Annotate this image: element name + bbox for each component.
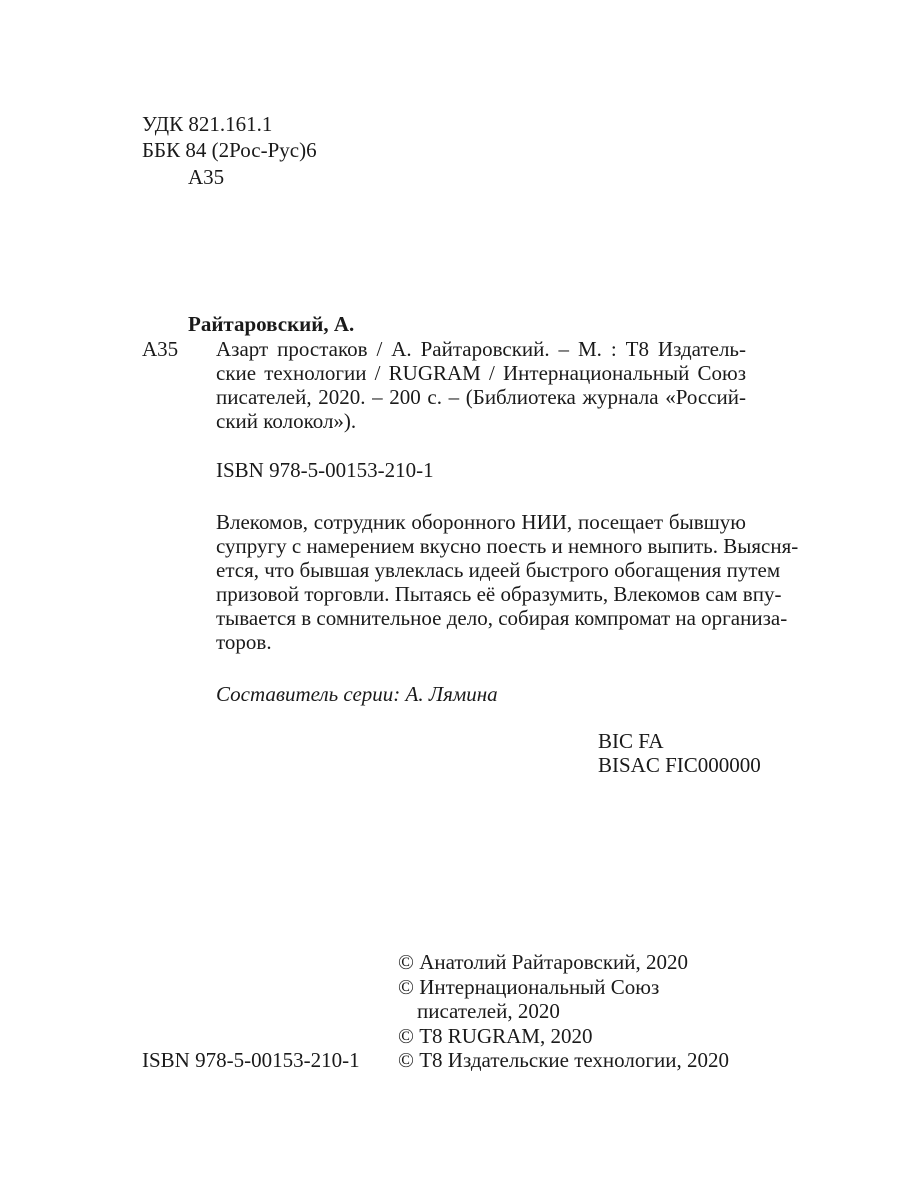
copyright-line: писателей, 2020 (417, 999, 560, 1023)
annotation-line: торов. (216, 630, 272, 654)
bbk-code: ББК 84 (2Рос-Рус)6 (142, 138, 317, 162)
annotation (216, 510, 799, 654)
annotation-line: ется, что бывшая увлеклась идеей быстрого обогащения путем (216, 558, 781, 582)
copyright-line: © Т8 Издательские технологии, 2020 (398, 1048, 729, 1072)
series-compiler: Составитель серии: А. Лямина (216, 682, 498, 706)
annotation-line: супругу с намерением вкусно поесть и немного выпить. Выясня- (216, 534, 799, 558)
isbn-record: ISBN 978-5-00153-210-1 (216, 458, 434, 482)
description-line: ские технологии / RUGRAM / Интернациональный Союз (216, 361, 746, 385)
annotation-line: тывается в сомнительное дело, собирая компромат на организа- (216, 606, 788, 630)
author-heading: Райтаровский, А. (188, 312, 355, 336)
annotation-line: Влекомов, сотрудник оборонного НИИ, посещает бывшую (216, 510, 746, 534)
bisac-code: BISAC FIC000000 (598, 753, 761, 777)
copyright-line: © Интернациональный Союз (398, 974, 660, 999)
annotation-line: призовой торговли. Пытаясь её образумить, Влекомов сам впу- (216, 582, 782, 606)
author-sign-record: А35 (142, 337, 179, 361)
bic-code: BIC FA (598, 729, 664, 753)
copyright-line: © Т8 RUGRAM, 2020 (398, 1023, 593, 1048)
description-line: писателей, 2020. – 200 с. – (Библиотека журнала «Россий- (216, 385, 746, 409)
copyright-notices (398, 950, 758, 1073)
copyright-line: © Анатолий Райтаровский, 2020 (398, 950, 689, 974)
udk-code: УДК 821.161.1 (142, 112, 273, 136)
author-sign: А35 (188, 165, 225, 189)
description-line: ский колокол»). (216, 409, 357, 433)
isbn-footer: ISBN 978-5-00153-210-1 (142, 1048, 360, 1072)
bibliographic-description (216, 337, 746, 433)
description-line: Азарт простаков / А. Райтаровский. – М. : Т8 Издатель- (216, 337, 746, 361)
